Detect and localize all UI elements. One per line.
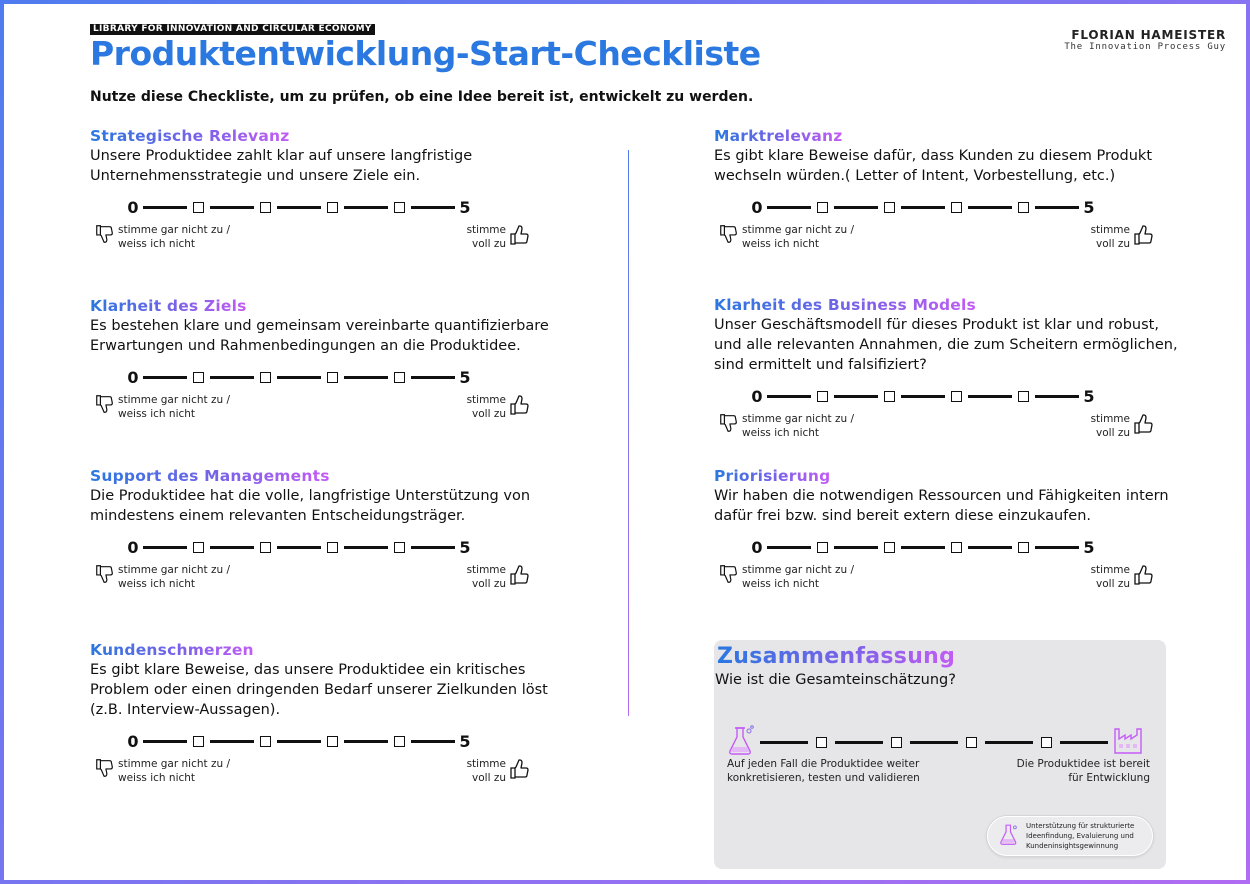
section-klarheit-des-business-models: [714, 295, 1184, 446]
scale-line: [344, 376, 388, 379]
scale-max: 5: [1083, 197, 1095, 217]
thumbs-down-icon: [718, 563, 740, 585]
scale-line: [411, 740, 455, 743]
scale-checkbox[interactable]: [327, 542, 338, 553]
left-label-text: stimme gar nicht zu / weiss ich nicht: [118, 758, 231, 784]
scale-checkbox[interactable]: [966, 737, 977, 748]
left-label-text: stimme gar nicht zu / weiss ich nicht: [118, 564, 231, 590]
scale-max: 5: [1083, 537, 1095, 557]
brand-block: [1064, 28, 1226, 52]
scale-checkbox[interactable]: [193, 542, 204, 553]
summary-title: Zusammenfassung: [717, 644, 956, 669]
thumbs-down-icon: [94, 563, 116, 585]
section-body: Unsere Produktidee zahlt klar auf unsere langfristige Unternehmensstrategie und unsere Ziele ein.: [90, 148, 473, 184]
scale-line: [985, 741, 1033, 744]
scale-line: [910, 741, 958, 744]
thumbs-up-icon: [508, 757, 532, 781]
scale-line: [1035, 546, 1079, 549]
rating-scale-slot: [714, 195, 1184, 257]
scale-line: [968, 395, 1012, 398]
page-title: Produktentwicklung-Start-Checkliste: [90, 34, 761, 73]
thumbs-down-icon: [94, 223, 116, 245]
summary-question: Wie ist die Gesamteinschätzung?: [715, 672, 956, 688]
scale-line: [143, 376, 187, 379]
scale-checkbox[interactable]: [817, 391, 828, 402]
summary-right-label: Die Produktidee ist bereit für Entwicklung: [1016, 758, 1150, 784]
scale-left-label: [718, 412, 862, 440]
scale-min: 0: [127, 367, 139, 387]
right-label-text: stimme voll zu: [466, 564, 506, 590]
section-body: Es gibt klare Beweise dafür, dass Kunden zu diesem Produkt wechseln würden.( Letter of Intent, Vorbestellung, etc.): [714, 148, 1153, 184]
scale-line: [901, 546, 945, 549]
scale-line: [767, 546, 811, 549]
section-marktrelevanz: [714, 126, 1184, 257]
thumbs-down-icon: [94, 757, 116, 779]
scale-line: [210, 740, 254, 743]
scale-checkbox[interactable]: [394, 736, 405, 747]
rating-scale-slot: [714, 535, 1184, 597]
scale-min: 0: [751, 197, 763, 217]
scale-checkbox[interactable]: [891, 737, 902, 748]
thumbs-down-icon: [94, 393, 116, 415]
rating-scale: [126, 535, 560, 559]
section-title: Strategische Relevanz: [90, 127, 290, 145]
scale-checkbox[interactable]: [884, 542, 895, 553]
flask-icon: [726, 724, 756, 760]
intro-text: Nutze diese Checkliste, um zu prüfen, ob eine Idee bereit ist, entwickelt zu werden.: [90, 89, 754, 105]
rating-scale: [750, 535, 1184, 559]
support-text: Unterstützung für strukturierte Ideenfindung, Evaluierung und Kundeninsightsgewinnung: [1026, 822, 1135, 850]
scale-checkbox[interactable]: [817, 202, 828, 213]
scale-left-label: [94, 563, 238, 591]
scale-labels: [714, 223, 1184, 257]
scale-checkbox[interactable]: [260, 736, 271, 747]
scale-line: [344, 546, 388, 549]
scale-line: [760, 741, 808, 744]
section-title: Klarheit des Business Models: [714, 296, 976, 314]
scale-line: [834, 206, 878, 209]
scale-right-label: [460, 563, 532, 591]
scale-min: 0: [751, 386, 763, 406]
summary-box: [714, 640, 1166, 869]
scale-left-label: [718, 563, 862, 591]
right-label-text: stimme voll zu: [466, 758, 506, 784]
scale-checkbox[interactable]: [884, 391, 895, 402]
scale-checkbox[interactable]: [327, 202, 338, 213]
scale-line: [1060, 741, 1108, 744]
scale-line: [210, 376, 254, 379]
rating-scale: [126, 195, 560, 219]
scale-line: [1035, 395, 1079, 398]
thumbs-up-icon: [508, 223, 532, 247]
left-label-text: stimme gar nicht zu / weiss ich nicht: [742, 413, 855, 439]
scale-checkbox[interactable]: [260, 202, 271, 213]
section-title: Priorisierung: [714, 467, 831, 485]
scale-min: 0: [127, 731, 139, 751]
right-label-text: stimme voll zu: [466, 224, 506, 250]
scale-right-label: [460, 393, 532, 421]
scale-line: [210, 206, 254, 209]
scale-checkbox[interactable]: [951, 202, 962, 213]
rating-scale-slot: [90, 535, 560, 597]
section-body: Es bestehen klare und gemeinsam vereinbarte quantifizierbare Erwartungen und Rahmenbedingungen an die Produktidee.: [90, 318, 549, 354]
scale-line: [767, 395, 811, 398]
scale-line: [411, 376, 455, 379]
scale-line: [767, 206, 811, 209]
section-klarheit-des-ziels: [90, 296, 560, 427]
library-kicker: LIBRARY FOR INNOVATION AND CIRCULAR ECONOMY: [90, 24, 375, 35]
section-strategische-relevanz: [90, 126, 560, 257]
scale-line: [277, 546, 321, 549]
scale-line: [143, 740, 187, 743]
thumbs-up-icon: [1132, 412, 1156, 436]
scale-left-label: [718, 223, 862, 251]
thumbs-up-icon: [508, 393, 532, 417]
left-label-text: stimme gar nicht zu / weiss ich nicht: [742, 564, 855, 590]
brand-tagline: The Innovation Process Guy: [1064, 42, 1226, 52]
scale-checkbox[interactable]: [394, 202, 405, 213]
rating-scale-slot: [90, 729, 560, 791]
factory-icon: [1112, 725, 1144, 759]
rating-scale: [126, 729, 560, 753]
scale-max: 5: [459, 367, 471, 387]
scale-line: [411, 546, 455, 549]
scale-labels: [90, 393, 560, 427]
section-title: Kundenschmerzen: [90, 641, 254, 659]
scale-checkbox[interactable]: [260, 542, 271, 553]
scale-line: [344, 740, 388, 743]
scale-checkbox[interactable]: [951, 391, 962, 402]
scale-max: 5: [459, 197, 471, 217]
scale-right-label: [1084, 412, 1156, 440]
right-label-text: stimme voll zu: [1090, 564, 1130, 590]
scale-labels: [714, 412, 1184, 446]
scale-line: [277, 376, 321, 379]
section-title: Support des Managements: [90, 467, 330, 485]
scale-checkbox[interactable]: [394, 372, 405, 383]
scale-checkbox[interactable]: [951, 542, 962, 553]
scale-min: 0: [751, 537, 763, 557]
section-body: Es gibt klare Beweise, das unsere Produktidee ein kritisches Problem oder einen dringenden Bedarf unserer Zielkunden löst (z.B. Interview-Aussagen).: [90, 662, 548, 718]
rating-scale: [750, 384, 1184, 408]
support-badge[interactable]: [987, 816, 1153, 856]
scale-checkbox[interactable]: [193, 736, 204, 747]
scale-line: [834, 395, 878, 398]
scale-max: 5: [459, 537, 471, 557]
thumbs-up-icon: [508, 563, 532, 587]
scale-line: [210, 546, 254, 549]
scale-left-label: [94, 393, 238, 421]
scale-line: [835, 741, 883, 744]
rating-scale-slot: [90, 195, 560, 257]
scale-checkbox[interactable]: [327, 736, 338, 747]
scale-line: [411, 206, 455, 209]
brand-name: FLORIAN HAMEISTER: [1071, 28, 1226, 42]
section-kundenschmerzen: [90, 640, 560, 791]
left-label-text: stimme gar nicht zu / weiss ich nicht: [118, 224, 231, 250]
scale-checkbox[interactable]: [193, 372, 204, 383]
thumbs-down-icon: [718, 223, 740, 245]
scale-line: [143, 206, 187, 209]
scale-line: [968, 206, 1012, 209]
scale-labels: [90, 563, 560, 597]
scale-checkbox[interactable]: [394, 542, 405, 553]
scale-line: [901, 206, 945, 209]
right-label-text: stimme voll zu: [1090, 224, 1130, 250]
scale-checkbox[interactable]: [1018, 202, 1029, 213]
thumbs-up-icon: [1132, 223, 1156, 247]
column-divider: [628, 150, 629, 716]
right-label-text: stimme voll zu: [466, 394, 506, 420]
scale-min: 0: [127, 537, 139, 557]
scale-right-label: [1084, 223, 1156, 251]
scale-checkbox[interactable]: [816, 737, 827, 748]
scale-line: [143, 546, 187, 549]
scale-checkbox[interactable]: [327, 372, 338, 383]
section-support-des-managements: [90, 466, 560, 597]
scale-labels: [714, 563, 1184, 597]
scale-checkbox[interactable]: [1018, 391, 1029, 402]
rating-scale: [126, 365, 560, 389]
scale-checkbox[interactable]: [884, 202, 895, 213]
scale-checkbox[interactable]: [1041, 737, 1052, 748]
left-label-text: stimme gar nicht zu / weiss ich nicht: [742, 224, 855, 250]
scale-right-label: [460, 757, 532, 785]
scale-left-label: [94, 223, 238, 251]
thumbs-down-icon: [718, 412, 740, 434]
section-body: Wir haben die notwendigen Ressourcen und Fähigkeiten intern dafür frei bzw. sind bereit extern diese einzukaufen.: [714, 488, 1169, 524]
scale-labels: [90, 757, 560, 791]
section-body: Unser Geschäftsmodell für dieses Produkt ist klar und robust, und alle relevanten Annahmen, die zum Scheitern ermöglichen, sind ermittelt und falsifiziert?: [714, 317, 1178, 373]
scale-line: [277, 740, 321, 743]
section-title: Klarheit des Ziels: [90, 297, 247, 315]
right-label-text: stimme voll zu: [1090, 413, 1130, 439]
rating-scale: [750, 195, 1184, 219]
rating-scale-slot: [714, 384, 1184, 446]
scale-line: [834, 546, 878, 549]
section-body: Die Produktidee hat die volle, langfristige Unterstützung von mindestens einem relevanten Entscheidungsträger.: [90, 488, 531, 524]
scale-line: [901, 395, 945, 398]
scale-line: [277, 206, 321, 209]
scale-line: [968, 546, 1012, 549]
scale-right-label: [1084, 563, 1156, 591]
flask-icon: [998, 822, 1020, 850]
rating-scale-slot: [90, 365, 560, 427]
scale-max: 5: [1083, 386, 1095, 406]
thumbs-up-icon: [1132, 563, 1156, 587]
scale-checkbox[interactable]: [817, 542, 828, 553]
scale-labels: [90, 223, 560, 257]
scale-line: [344, 206, 388, 209]
scale-max: 5: [459, 731, 471, 751]
section-priorisierung: [714, 466, 1184, 597]
scale-checkbox[interactable]: [260, 372, 271, 383]
scale-right-label: [460, 223, 532, 251]
section-title: Marktrelevanz: [714, 127, 843, 145]
summary-rating-scale: [726, 726, 1144, 758]
scale-checkbox[interactable]: [1018, 542, 1029, 553]
scale-left-label: [94, 757, 238, 785]
scale-checkbox[interactable]: [193, 202, 204, 213]
scale-min: 0: [127, 197, 139, 217]
left-label-text: stimme gar nicht zu / weiss ich nicht: [118, 394, 231, 420]
scale-line: [1035, 206, 1079, 209]
summary-left-label: Auf jeden Fall die Produktidee weiter konkretisieren, testen und validieren: [727, 758, 920, 784]
